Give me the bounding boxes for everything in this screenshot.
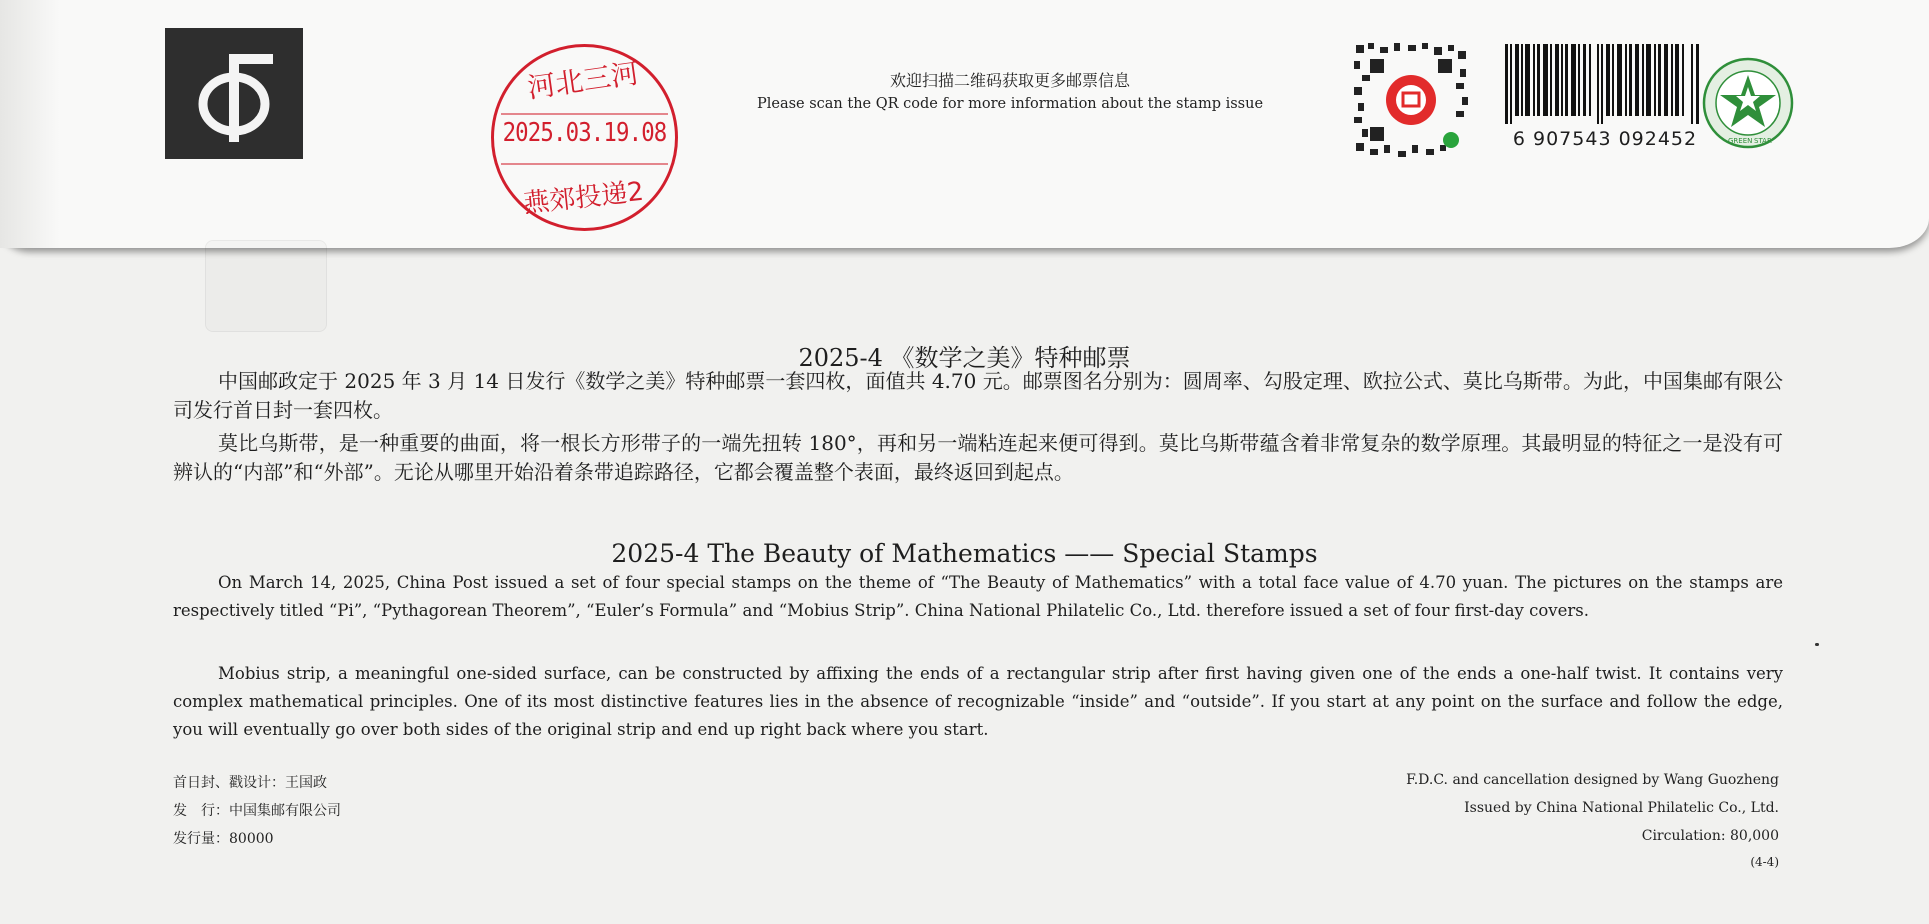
paragraph-2-zh: 莫比乌斯带，是一种重要的曲面，将一根长方形带子的一端先扭转 180°，再和另一端粘连起来便可得到。莫比乌斯带蕴含着非常复杂的数学原理。其最明显的特征之一是没有可辨认的“内部”和“外部”。无论从哪里开始沿着条带追踪路径，它都会覆盖整个表面，最终返回到起点。 (173, 431, 1783, 484)
phi-five-logo-icon (165, 28, 303, 159)
paragraph-2-en: Mobius strip, a meaningful one-sided surface, can be constructed by affixing the ends of a rectangular strip after first having given one of the ends a one-half twist. It contains very complex mathematical principles. One of its most distinctive features lies in the absence of recognizable “inside” and “outside”. If you start at any point on the surface and follow the edge, you will eventually go over both sides of the original strip and end up right back where you start. (173, 664, 1783, 739)
scan-prompt-zh: 欢迎扫描二维码获取更多邮票信息 (889, 71, 1130, 90)
paper-speck (1815, 643, 1819, 646)
envelope-flap (0, 0, 1929, 248)
postmark-bottom-text: 燕郊投递2 (522, 176, 646, 220)
show-through-shadow (205, 240, 327, 332)
paragraph-1-en: On March 14, 2025, China Post issued a set of four special stamps on the theme of “The Beauty of Mathematics” with a total face value of 4.70 yuan. The pictures on the stamps are respectively titled “Pi”, “Pythagorean Theorem”, “Euler’s Formula” and “Mobius Strip”. China National Philatelic Co., Ltd. therefore issued a set of four first-day covers. (173, 573, 1783, 620)
barcode-number: 6 907543 092452 (1512, 128, 1698, 150)
postmark-date: 2025.03.19.08 (502, 118, 667, 148)
flap-shading (0, 0, 60, 248)
credit-designer-en: F.D.C. and cancellation designed by Wang Guozheng (1406, 772, 1779, 788)
barcode (1505, 44, 1700, 124)
scan-prompt-en: Please scan the QR code for more information about the stamp issue (756, 96, 1264, 112)
credit-issuer-en: Issued by China National Philatelic Co., Ltd. (1464, 800, 1779, 816)
credit-issuer-zh: 发 行：中国集邮有限公司 (173, 803, 341, 819)
green-star-logo-icon (1700, 55, 1796, 151)
credit-circulation-en: Circulation: 80,000 (1641, 828, 1779, 844)
paragraph-1-zh: 中国邮政定于 2025 年 3 月 14 日发行《数学之美》特种邮票一套四枚，面值共 4.70 元。邮票图名分别为：圆周率、勾股定理、欧拉公式、莫比乌斯带。为此，中国集邮有限公司发行首日封一套四枚。 (173, 369, 1783, 422)
credit-circulation-zh: 发行量：80000 (173, 831, 274, 847)
qr-code-icon[interactable] (1352, 41, 1470, 159)
title-en: 2025-4 The Beauty of Mathematics —— Special Stamps (611, 538, 1318, 568)
credit-designer-zh: 首日封、戳设计：王国政 (173, 775, 327, 791)
green-star-text-1: GREEN (1728, 137, 1753, 145)
postmark-top-text: 河北三河 (525, 56, 641, 105)
green-star-text-2: STAR (1754, 137, 1772, 145)
cover-number: (4-4) (1750, 855, 1779, 869)
title-zh: 2025-4 《数学之美》特种邮票 (798, 344, 1131, 373)
